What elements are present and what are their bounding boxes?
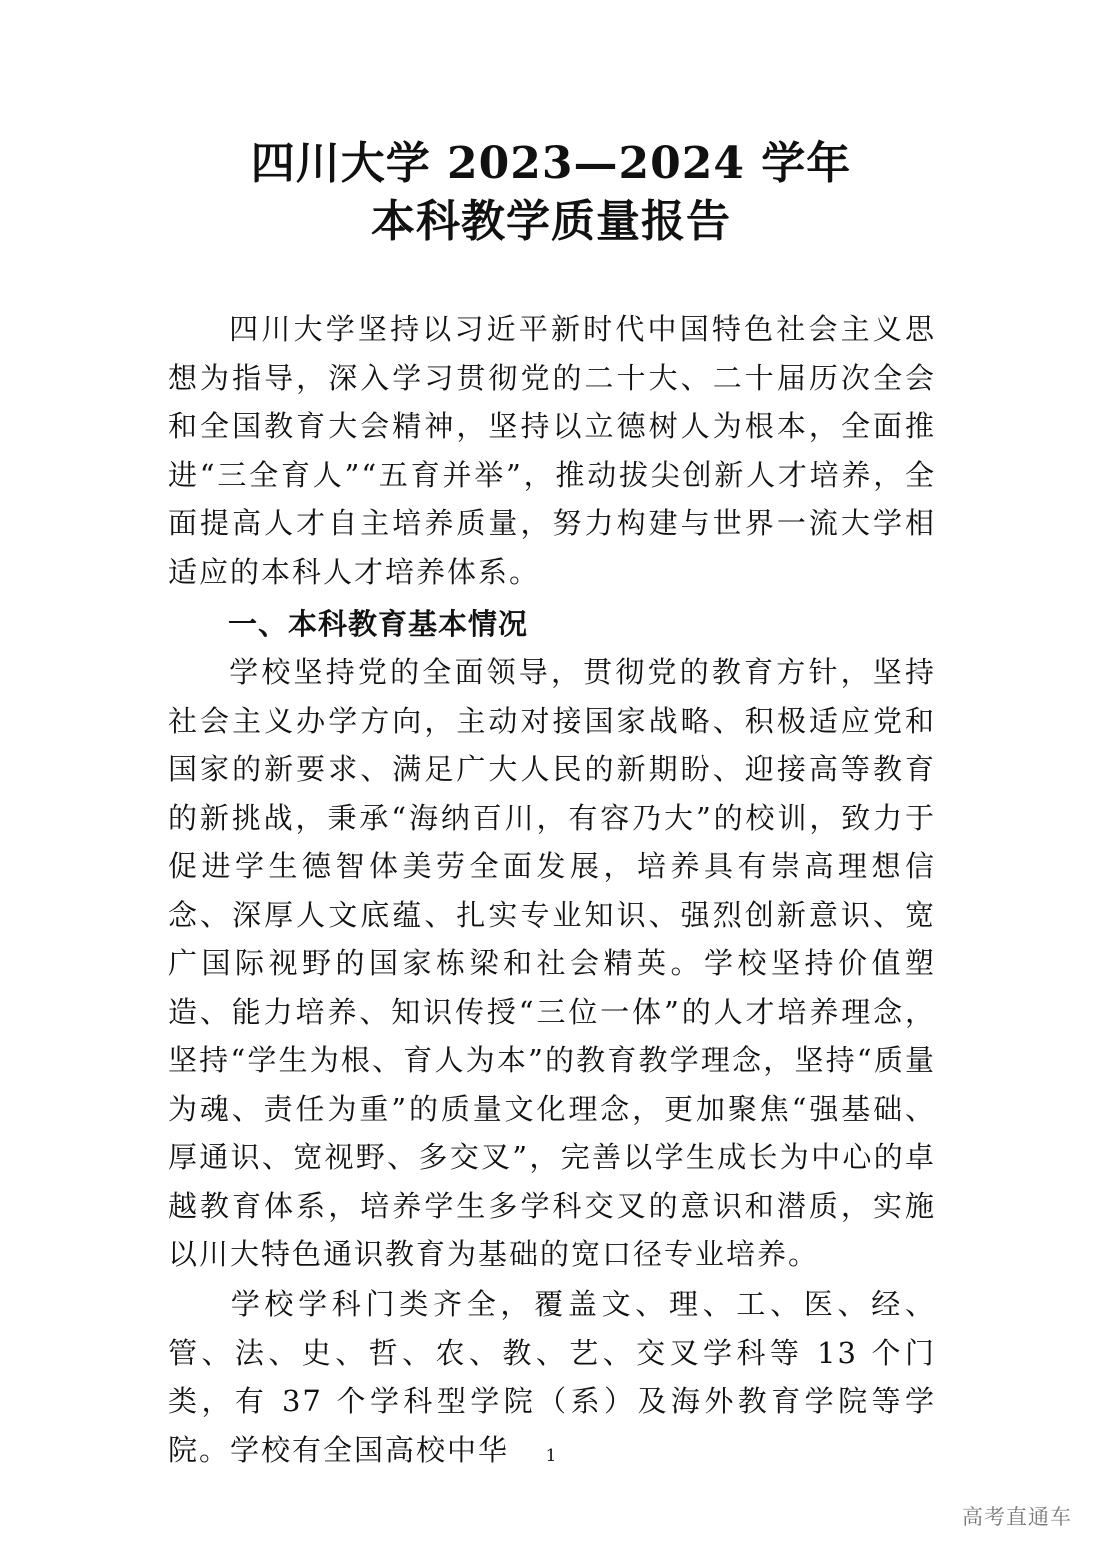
section-heading: 一、本科教育基本情况 <box>228 607 529 641</box>
document-title-line-2: 本科教学质量报告 <box>371 196 731 247</box>
paragraph-intro-text: 四川大学坚持以习近平新时代中国特色社会主义思想为指导，深入学习贯彻党的二十大、二十届历次全会和全国教育大会精神，坚持以立德树人为根本，全面推进“三全育人”“五育并举”，推动拔尖创新人才培养，全面提高人才自主培养质量，努力构建与世界一流大学相适应的本科人才培养体系。 <box>168 312 936 589</box>
page-number: 1 <box>545 1446 557 1466</box>
paragraph-school-philosophy <box>168 648 936 1279</box>
paragraph-school-philosophy-text: 学校坚持党的全面领导，贯彻党的教育方针，坚持社会主义办学方向，主动对接国家战略、积极适应党和国家的新要求、满足广大人民的新期盼、迎接高等教育的新挑战，秉承“海纳百川，有容乃大”的校训，致力于促进学生德智体美劳全面发展，培养具有崇高理想信念、深厚人文底蕴、扎实专业知识、强烈创新意识、宽广国际视野的国家栋梁和社会精英。学校坚持价值塑造、能力培养、知识传授“三位一体”的人才培养理念，坚持“学生为根、育人为本”的教育教学理念，坚持“质量为魂、责任为重”的质量文化理念，更加聚焦“强基础、厚通识、宽视野、多交叉”，完善以学生成长为中心的卓越教育体系，培养学生多学科交叉的意识和潜质，实施以川大特色通识教育为基础的宽口径专业培养。 <box>168 655 936 1271</box>
paragraph-disciplines-text: 学校学科门类齐全，覆盖文、理、工、医、经、管、法、史、哲、农、教、艺、交叉学科等 13 个门类，有 37 个学科型学院（系）及海外教育学院等学院。学校有全国高校中华 <box>168 1287 936 1467</box>
paragraph-intro <box>168 305 936 596</box>
watermark-text: 高考直通车 <box>962 1505 1072 1529</box>
document-title-line-1: 四川大学 2023—2024 学年 <box>250 138 852 189</box>
